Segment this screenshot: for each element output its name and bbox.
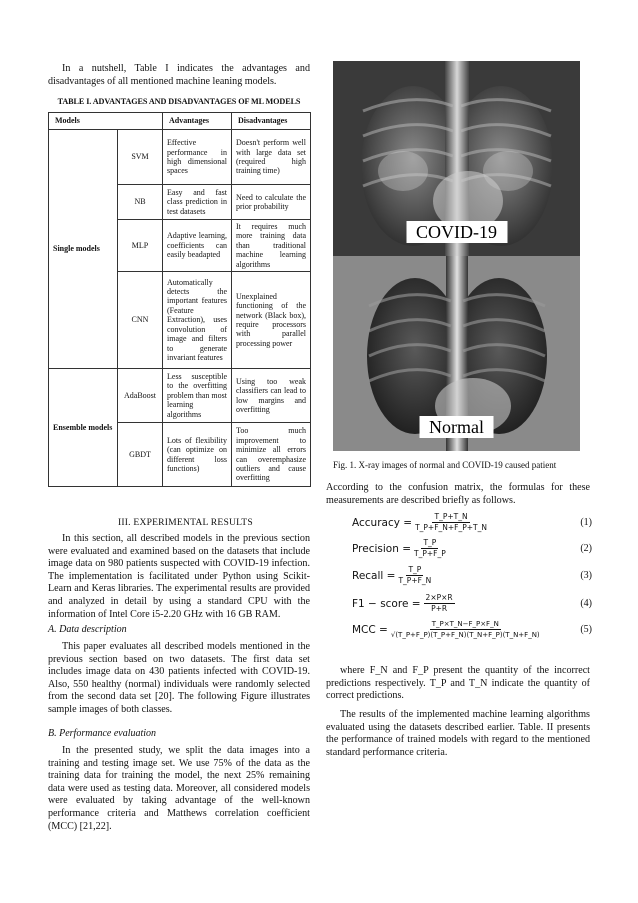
header-models: Models xyxy=(49,113,163,130)
equation-f1-score: F1 − score = $\frac{2\times P\times R}{P+R}$ (4) xyxy=(352,593,592,613)
section-heading: III. EXPERIMENTAL RESULTS xyxy=(118,517,253,528)
model-name: CNN xyxy=(118,272,163,369)
confusion-matrix-paragraph: According to the confusion matrix, the formulas for these measurements are described briefly as follows. xyxy=(326,482,590,506)
advantages-cell: Automatically detects the important features (Feature Extraction), uses convolution of image and filters to generate invariant features xyxy=(163,272,232,369)
equation-recall: Recall = $\frac{T\_P}{T\_P+F\_N}$ (3) xyxy=(352,565,592,585)
xray-figure xyxy=(333,61,580,451)
equation-accuracy: Accuracy = $\frac{T\_P+T\_N}{T\_P+F\_N+F\_P+T\_N}$ (1) xyxy=(352,512,592,532)
advantages-cell: Effective performance in high dimensional spaces xyxy=(163,130,232,185)
header-disadvantages: Disadvantages xyxy=(232,113,311,130)
disadvantages-cell: Too much improvement to minimize all errors can overemphasize outliers and cause overfitting xyxy=(232,423,311,487)
disadvantages-cell: Using too weak classifiers can lead to low margins and overfitting xyxy=(232,369,311,423)
table-header-row xyxy=(49,113,311,130)
model-name: GBDT xyxy=(118,423,163,487)
model-name: SVM xyxy=(118,130,163,185)
group-ensemble-models: Ensemble models xyxy=(49,369,118,487)
table-row xyxy=(49,130,311,185)
figure-caption: Fig. 1. X-ray images of normal and COVID-19 caused patient xyxy=(333,460,557,470)
advantages-cell: Easy and fast class prediction in test datasets xyxy=(163,185,232,220)
disadvantages-cell: Doesn't perform well with large data set (required high training time) xyxy=(232,130,311,185)
data-description-paragraph: This paper evaluates all described models mentioned in the previous section based on two datasets. The first data set includes image data on 430 patients infected with COVID-19. Also, 550 healthy (normal) individuals were randomly selected from the second data set [20]. The following Figure illustrates sample images of both classes. xyxy=(48,641,310,715)
subsection-a-heading: A. Data description xyxy=(48,624,127,635)
where-paragraph: where F_N and F_P present the quantity of the incorrect predictions respectively. T_P and T_N indicate the quantity of correct predictions. xyxy=(326,665,590,702)
equation-precision: Precision = $\frac{T\_P}{T\_P+F\_P}$ (2) xyxy=(352,538,592,558)
advantages-cell: Lots of flexibility (can optimize on different loss functions) xyxy=(163,423,232,487)
advantages-cell: Adaptive learning, coefficients can easily beadapted xyxy=(163,220,232,272)
results-paragraph: The results of the implemented machine learning algorithms evaluated using the datasets described earlier. Table. II presents the performance of trained models with regard to the mentioned standard performance criteria. xyxy=(326,709,590,758)
disadvantages-cell: It requires much more training data than traditional machine learning algorithms xyxy=(232,220,311,272)
intro-paragraph: In a nutshell, Table I indicates the advantages and disadvantages of all mentioned machine leaning models. xyxy=(48,63,310,87)
disadvantages-cell: Unexplained functioning of the network (Black box), require processors with parallel processing power xyxy=(232,272,311,369)
model-name: AdaBoost xyxy=(118,369,163,423)
section-paragraph: In this section, all described models in the previous section were evaluated and examined based on the datasets that include image data on 980 patients suspected with COVID-19 infection. The implementation is facilitated under Python using Scikit-Learn and Keras libraries. The experimental results are provided and analyzed in detail by using a standard CPU with the information of Intel Core i5-2.20 GHz with 16 GB RAM. xyxy=(48,533,310,620)
covid-label: COVID-19 xyxy=(406,221,507,243)
model-name: MLP xyxy=(118,220,163,272)
table-row xyxy=(49,369,311,423)
ml-models-table xyxy=(48,112,311,487)
subsection-b-heading: B. Performance evaluation xyxy=(48,728,157,739)
model-name: NB xyxy=(118,185,163,220)
disadvantages-cell: Need to calculate the prior probability xyxy=(232,185,311,220)
normal-label: Normal xyxy=(419,416,494,438)
equation-mcc: MCC = $\frac{T\_P\times T\_N-F\_P\times F\_N}{√(T\_P+F\_P)(T\_P+F\_N)(T\_N+F\_P)(T\_N+F\_N)}$ (5) xyxy=(352,620,592,639)
group-single-models: Single models xyxy=(49,130,118,369)
performance-paragraph: In the presented study, we split the data images into a training and testing image set. We use 75% of the data as the training data for training the model, the next 25% remaining data were used as testing data. Moreover, all considered models were evaluated by taking advantage of the well-known performance criteria and Matthews correlation coefficient (MCC) [21,22]. xyxy=(48,745,310,832)
advantages-cell: Less susceptible to the overfitting problem than most learning algorithms xyxy=(163,369,232,423)
header-advantages: Advantages xyxy=(163,113,232,130)
table-caption: TABLE I. ADVANTAGES AND DISADVANTAGES OF ML MODELS xyxy=(57,97,301,106)
